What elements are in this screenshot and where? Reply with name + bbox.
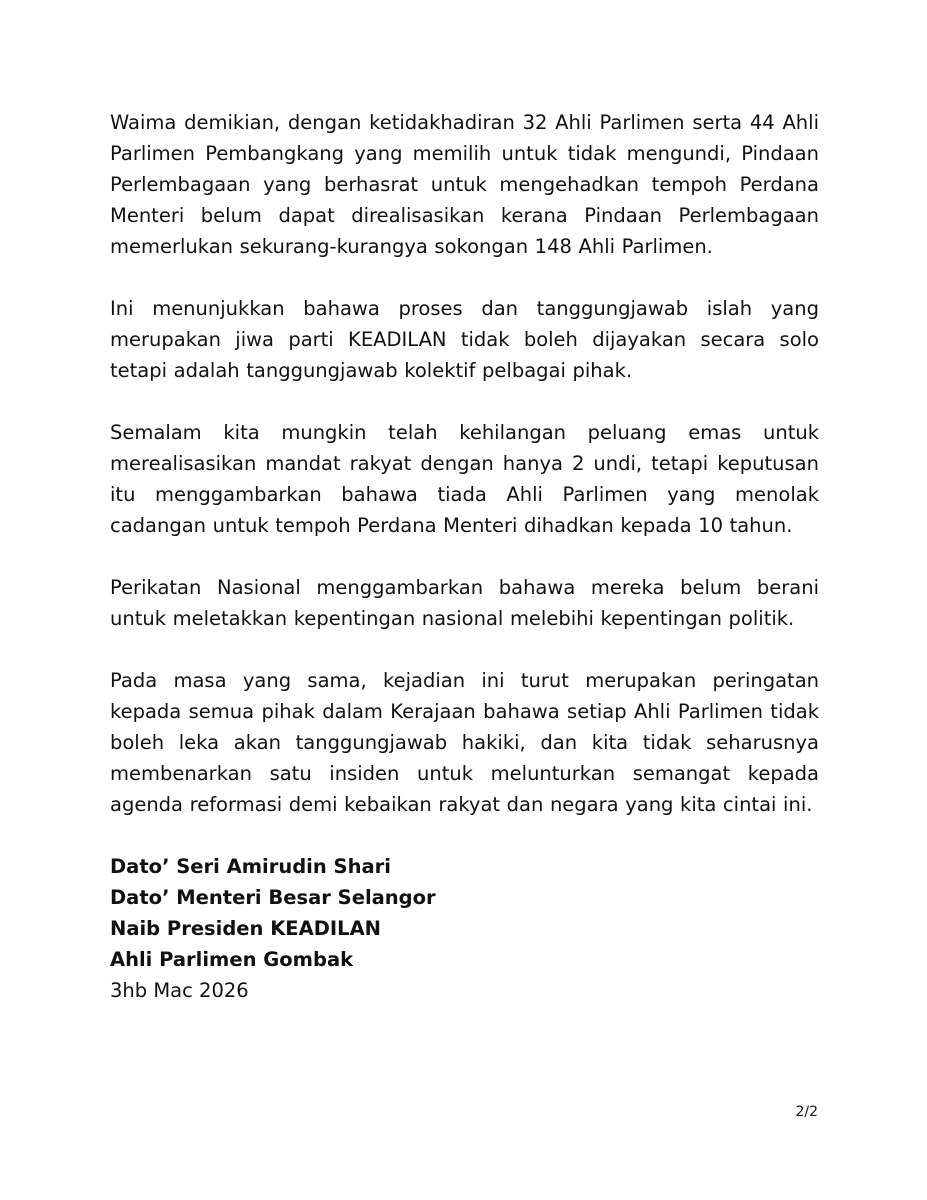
document-body [110, 107, 819, 1006]
signatory-title-1: Dato’ Menteri Besar Selangor [110, 886, 436, 909]
page-number: 2/2 [795, 1104, 818, 1120]
paragraph-4: Perikatan Nasional menggambarkan bahawa mereka belum berani untuk meletakkan kepentingan nasional melebihi kepentingan politik. [110, 576, 819, 630]
paragraph-2: Ini menunjukkan bahawa proses dan tanggungjawab islah yang merupakan jiwa parti KEADILAN tidak boleh dijayakan secara solo tetapi adalah tanggungjawab kolektif pelbagai pihak. [110, 297, 819, 382]
signatory-title-2: Naib Presiden KEADILAN [110, 917, 381, 940]
document-date: 3hb Mac 2026 [110, 979, 249, 1002]
paragraph-1: Waima demikian, dengan ketidakhadiran 32 Ahli Parlimen serta 44 Ahli Parlimen Pembangkang yang memilih untuk tidak mengundi, Pindaan Perlembagaan yang berhasrat untuk mengehadkan tempoh Perdana Menteri belum dapat direalisasikan kerana Pindaan Perlembagaan memerlukan sekurang-kurangya sokongan 148 Ahli Parlimen. [110, 111, 819, 258]
signatory-title-3: Ahli Parlimen Gombak [110, 948, 354, 971]
signatory-name: Dato’ Seri Amirudin Shari [110, 855, 391, 878]
signature-block [110, 851, 819, 1006]
paragraph-5: Pada masa yang sama, kejadian ini turut merupakan peringatan kepada semua pihak dalam Kerajaan bahawa setiap Ahli Parlimen tidak boleh leka akan tanggungjawab hakiki, dan kita tidak seharusnya membenarkan satu insiden untuk melunturkan semangat kepada agenda reformasi demi kebaikan rakyat dan negara yang kita cintai ini. [110, 669, 819, 816]
paragraph-3: Semalam kita mungkin telah kehilangan peluang emas untuk merealisasikan mandat rakyat dengan hanya 2 undi, tetapi keputusan itu menggambarkan bahawa tiada Ahli Parlimen yang menolak cadangan untuk tempoh Perdana Menteri dihadkan kepada 10 tahun. [110, 421, 819, 537]
